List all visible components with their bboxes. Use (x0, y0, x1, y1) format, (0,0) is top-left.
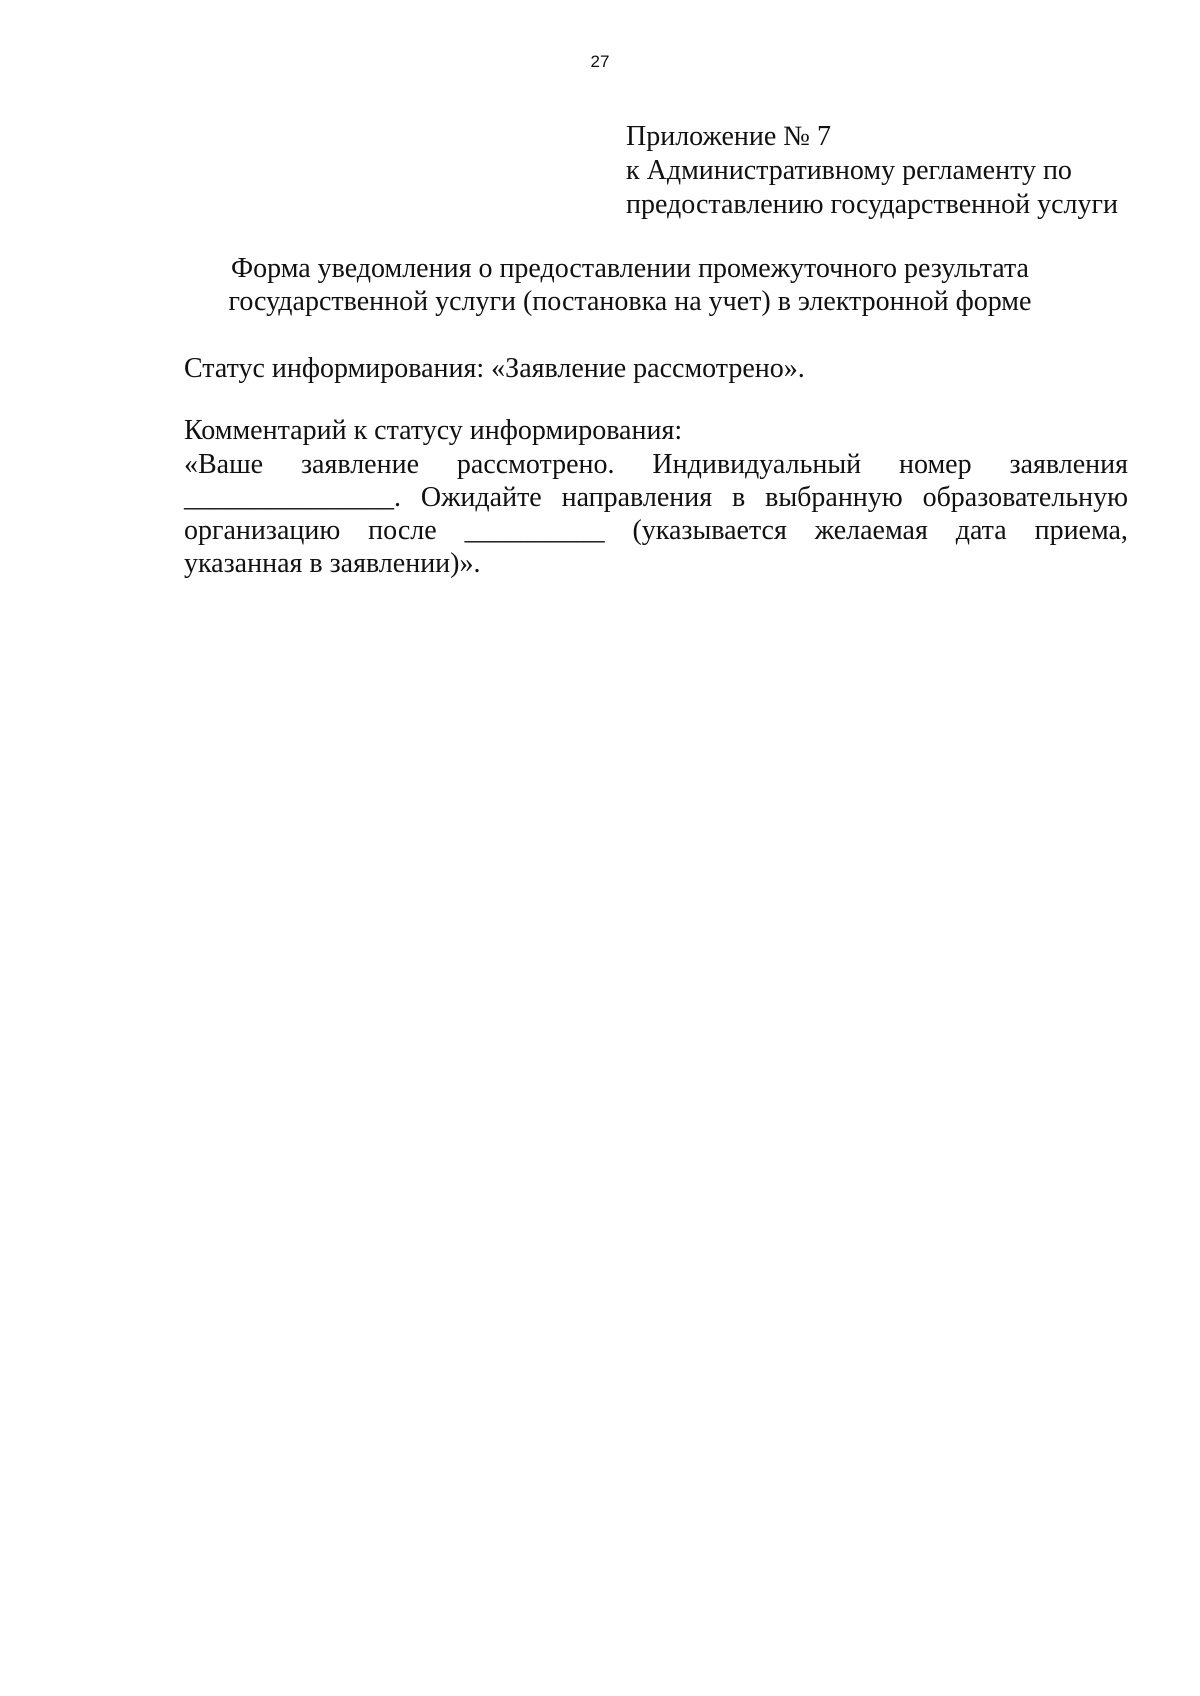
comment-line-1 (184, 448, 1128, 481)
comment-word: организацию (184, 515, 341, 546)
comment-body (184, 448, 1128, 580)
status-text: Статус информирования: «Заявление рассмотрено». (184, 353, 805, 384)
comment-word: образовательную (922, 482, 1128, 513)
comment-word: направления (561, 482, 713, 513)
comment-word: в (732, 482, 746, 513)
comment-word: Индивидуальный (652, 449, 862, 480)
page-number: 27 (590, 52, 610, 71)
appendix-header (626, 120, 1118, 222)
form-title (180, 252, 1080, 318)
comment-word: Ожидайте (420, 482, 542, 513)
appendix-number: Приложение № 7 (626, 121, 831, 152)
admission-date-blank: __________ (464, 515, 605, 546)
comment-heading: Комментарий к статусу информирования: (184, 415, 683, 446)
comment-word: приема, (1034, 515, 1128, 546)
comment-word: после (368, 515, 437, 546)
comment-word: желаемая (814, 515, 928, 546)
comment-line-4: указанная в заявлении)». (184, 548, 481, 579)
application-number-blank: _______________. (184, 482, 401, 513)
comment-word: номер (899, 449, 972, 480)
form-title-line1: Форма уведомления о предоставлении промежуточного результата (231, 253, 1029, 284)
comment-line-3 (184, 514, 1128, 547)
form-title-line2: государственной услуги (постановка на учет) в электронной форме (228, 286, 1032, 317)
comment-word: рассмотрено. (456, 449, 615, 480)
comment-word: дата (955, 515, 1007, 546)
comment-word: выбранную (765, 482, 903, 513)
comment-word: «Ваше (184, 449, 264, 480)
appendix-reference-line1: к Административному регламенту по (626, 155, 1072, 186)
comment-word: заявления (1009, 449, 1128, 480)
comment-word: (указывается (632, 515, 787, 546)
comment-word: заявление (300, 449, 419, 480)
appendix-reference-line2: предоставлению государственной услуги (626, 189, 1118, 220)
comment-line-2 (184, 481, 1128, 514)
